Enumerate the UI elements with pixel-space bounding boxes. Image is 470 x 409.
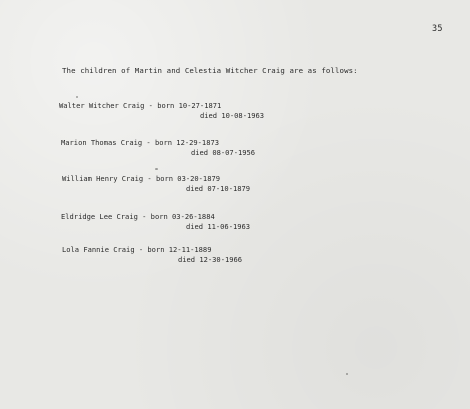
speck xyxy=(76,96,78,98)
child-entry xyxy=(61,138,256,157)
child-name-born: Marion Thomas Craig - born 12-29-1873 xyxy=(61,138,220,147)
child-died: died 10-08-1963 xyxy=(200,111,265,120)
child-died: died 08-07-1956 xyxy=(191,148,256,157)
child-died: died 12-30-1966 xyxy=(178,255,243,264)
child-entry xyxy=(62,245,243,264)
intro-text: The children of Martin and Celestia Witcher Craig are as follows: xyxy=(62,66,358,75)
speck xyxy=(346,373,348,375)
child-died: died 11-06-1963 xyxy=(186,222,251,231)
child-entry xyxy=(61,212,251,231)
child-name-born: Lola Fannie Craig - born 12-11-1889 xyxy=(62,245,212,254)
child-entry xyxy=(62,174,251,193)
page-number: 35 xyxy=(432,24,443,34)
speck xyxy=(155,168,158,170)
child-died: died 07-10-1879 xyxy=(186,184,251,193)
child-name-born: Eldridge Lee Craig - born 03-26-1884 xyxy=(61,212,215,221)
child-entry xyxy=(59,101,265,120)
child-name-born: William Henry Craig - born 03-20-1879 xyxy=(62,174,221,183)
child-name-born: Walter Witcher Craig - born 10-27-1871 xyxy=(59,101,222,110)
